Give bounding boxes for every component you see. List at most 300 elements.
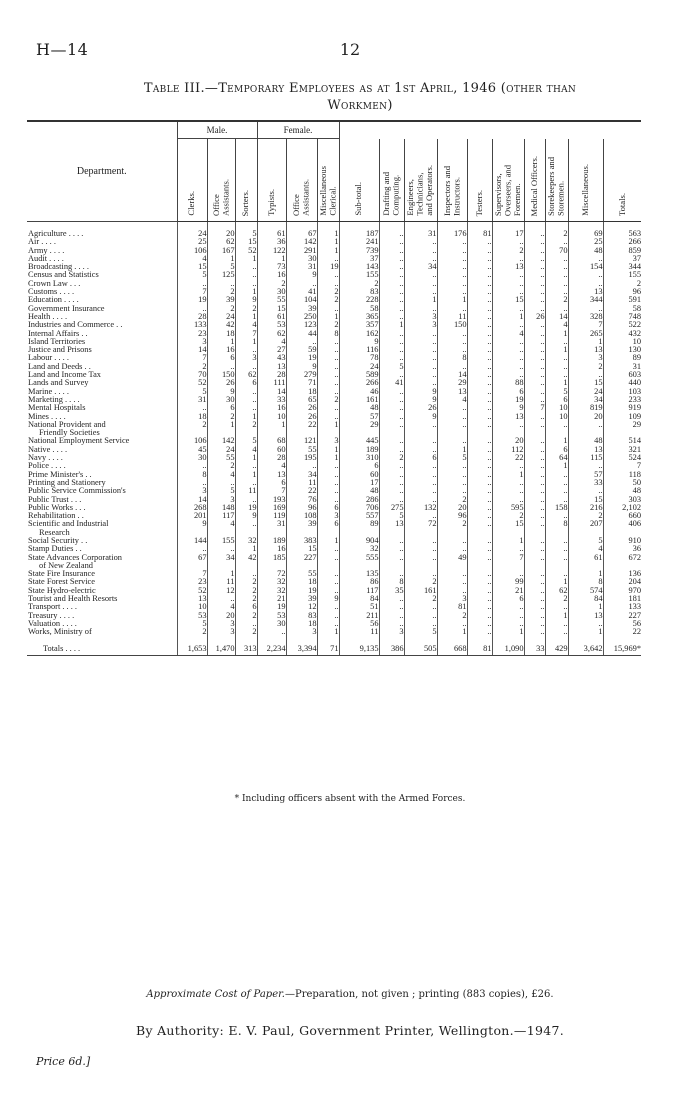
column-header-label: Miscellaneous.	[579, 164, 590, 216]
table-cell: 1	[257, 421, 286, 429]
table-cell: 169	[257, 504, 286, 512]
table-cell: 2	[317, 288, 339, 296]
table-cell: ..	[379, 496, 404, 504]
table-cell	[492, 562, 524, 570]
table-cell: 122	[257, 247, 286, 255]
table-cell: 16	[257, 404, 286, 412]
table-cell: 1	[235, 471, 257, 479]
department-name: National Employment Service	[28, 437, 130, 446]
table-cell: 2	[235, 595, 257, 603]
table-cell: 10	[177, 603, 207, 611]
table-cell: 2	[235, 305, 257, 313]
department-name: of New Zealand	[39, 561, 93, 570]
table-cell: 18	[286, 620, 317, 628]
department-name: Research	[39, 528, 70, 537]
table-row	[27, 313, 641, 321]
table-row	[27, 595, 641, 603]
table-cell: 30	[257, 620, 286, 628]
table-cell: ..	[235, 620, 257, 628]
table-cell: 83	[286, 612, 317, 620]
table-cell: ..	[524, 388, 545, 396]
table-cell	[207, 429, 235, 437]
table-cell: 46	[339, 388, 379, 396]
table-cell: ..	[437, 346, 467, 354]
table-cell: 24	[568, 388, 603, 396]
table-cell: 7	[177, 354, 207, 362]
table-cell: 1	[257, 255, 286, 263]
table-cell: ..	[545, 421, 568, 429]
cost-note	[0, 989, 700, 1000]
table-cell: ..	[437, 363, 467, 371]
column-header-label: Storekeepers and Storemen.	[546, 157, 566, 216]
table-cell: ..	[467, 537, 492, 545]
table-cell: ..	[235, 346, 257, 354]
table-cell: 30	[257, 288, 286, 296]
table-cell: ..	[524, 280, 545, 288]
table-cell	[404, 529, 437, 537]
table-cell: 59	[286, 346, 317, 354]
table-cell: 32	[339, 545, 379, 553]
table-cell: 39	[207, 296, 235, 304]
table-cell: 119	[257, 512, 286, 520]
table-cell: ..	[437, 471, 467, 479]
column-header	[339, 139, 379, 222]
table-cell: ..	[524, 255, 545, 263]
table-cell: ..	[379, 537, 404, 545]
table-cell: 970	[603, 587, 641, 595]
table-cell: ..	[379, 305, 404, 313]
table-cell: 62	[257, 330, 286, 338]
table-cell: ..	[524, 354, 545, 362]
totals-cell: 9,135	[339, 637, 379, 656]
table-cell: 207	[568, 520, 603, 528]
table-cell: 13	[492, 413, 524, 421]
table-cell: ..	[524, 346, 545, 354]
table-cell: 904	[339, 537, 379, 545]
table-cell: 344	[568, 296, 603, 304]
table-cell: 78	[339, 354, 379, 362]
table-cell: 61	[568, 554, 603, 562]
table-cell: 2	[404, 595, 437, 603]
table-cell: ..	[568, 421, 603, 429]
table-cell: 193	[257, 496, 286, 504]
table-row	[27, 371, 641, 379]
table-cell: ..	[524, 595, 545, 603]
table-cell: ..	[467, 296, 492, 304]
table-cell: 211	[339, 612, 379, 620]
table-row	[27, 471, 641, 479]
table-row	[27, 462, 641, 470]
table-cell: ..	[545, 271, 568, 279]
table-cell: ..	[379, 471, 404, 479]
department-name: Crown Law . . .	[28, 279, 81, 288]
table-cell	[437, 429, 467, 437]
table-cell: 2	[545, 296, 568, 304]
department-name: Census and Statistics	[28, 271, 99, 280]
table-cell: 2	[545, 222, 568, 239]
table-cell: 2	[568, 512, 603, 520]
table-cell	[207, 529, 235, 537]
table-cell: ..	[404, 437, 437, 445]
table-cell: 2	[235, 628, 257, 636]
department-name: Land and Deeds . .	[28, 362, 91, 371]
table-cell: ..	[437, 578, 467, 586]
table-cell: ..	[437, 305, 467, 313]
table-row	[27, 504, 641, 512]
table-cell: 155	[207, 537, 235, 545]
table-cell: 660	[603, 512, 641, 520]
table-cell: 115	[568, 454, 603, 462]
table-cell: 9	[404, 388, 437, 396]
table-cell: 204	[603, 578, 641, 586]
table-cell: ..	[492, 612, 524, 620]
table-cell: 37	[603, 255, 641, 263]
table-cell: 55	[207, 454, 235, 462]
table-cell: 406	[603, 520, 641, 528]
table-cell: 60	[339, 471, 379, 479]
table-cell: 2	[339, 280, 379, 288]
table-cell: ..	[437, 330, 467, 338]
column-header	[177, 139, 207, 222]
column-header-label: Drafting and Computing.	[381, 172, 401, 216]
table-cell: 17	[492, 222, 524, 239]
table-cell	[177, 529, 207, 537]
table-cell: ..	[545, 238, 568, 246]
table-cell: ..	[379, 479, 404, 487]
table-cell: ..	[524, 263, 545, 271]
table-cell: 432	[603, 330, 641, 338]
department-header: Department.	[27, 121, 177, 222]
table-cell: ..	[467, 247, 492, 255]
table-cell: ..	[492, 462, 524, 470]
column-header-label: Clerks.	[186, 191, 197, 216]
table-cell: ..	[524, 578, 545, 586]
table-cell	[568, 562, 603, 570]
table-cell: 5	[207, 487, 235, 495]
column-header-label: Testers.	[473, 189, 484, 216]
table-cell: 3	[207, 496, 235, 504]
table-cell: 58	[603, 305, 641, 313]
table-cell: ..	[545, 554, 568, 562]
table-cell: ..	[524, 238, 545, 246]
table-cell: 241	[339, 238, 379, 246]
table-cell: 1	[317, 537, 339, 545]
table-cell: ..	[379, 330, 404, 338]
table-cell: 61	[257, 313, 286, 321]
table-cell	[339, 562, 379, 570]
table-cell: 11	[286, 479, 317, 487]
table-row	[27, 363, 641, 371]
table-cell: 41	[286, 288, 317, 296]
table-cell: ..	[492, 620, 524, 628]
table-cell: ..	[177, 305, 207, 313]
table-cell: 819	[568, 404, 603, 412]
totals-cell: 71	[317, 637, 339, 656]
table-cell: 26	[207, 379, 235, 387]
table-cell: 9	[286, 363, 317, 371]
table-cell: 6	[492, 388, 524, 396]
table-cell: 2	[207, 462, 235, 470]
table-cell: ..	[437, 413, 467, 421]
table-cell: 7	[177, 570, 207, 578]
table-cell: 2	[437, 520, 467, 528]
table-cell: 176	[437, 222, 467, 239]
table-cell: 11	[207, 578, 235, 586]
department-name: Education . . . .	[28, 296, 79, 305]
table-cell: 189	[257, 537, 286, 545]
table-cell: 41	[379, 379, 404, 387]
department-name: Scientific and Industrial	[28, 520, 109, 529]
table-cell: ..	[492, 346, 524, 354]
table-row	[27, 255, 641, 263]
table-cell: 5	[177, 620, 207, 628]
table-cell: 42	[235, 554, 257, 562]
table-cell: ..	[524, 321, 545, 329]
table-cell: 4	[257, 462, 286, 470]
table-cell: ..	[545, 620, 568, 628]
table-cell: 13	[379, 520, 404, 528]
department-name: Customs . . . .	[28, 288, 75, 297]
table-cell: 28	[177, 313, 207, 321]
table-cell: ..	[467, 338, 492, 346]
table-cell: ..	[379, 346, 404, 354]
table-cell: ..	[524, 504, 545, 512]
table-row	[27, 413, 641, 421]
table-cell: ..	[467, 255, 492, 263]
table-cell: 1	[317, 446, 339, 454]
department-name: Navy . . . .	[28, 454, 63, 463]
column-header	[404, 139, 437, 222]
table-cell: 12	[286, 603, 317, 611]
table-cell: 155	[339, 271, 379, 279]
table-cell	[467, 429, 492, 437]
table-cell: ..	[437, 487, 467, 495]
table-cell: ..	[437, 238, 467, 246]
totals-cell: 33	[524, 637, 545, 656]
table-cell: 195	[286, 454, 317, 462]
table-cell: 4	[545, 321, 568, 329]
table-cell: 1	[545, 462, 568, 470]
department-name: Stamp Duties . .	[28, 545, 82, 554]
table-cell	[257, 429, 286, 437]
table-cell: 62	[207, 238, 235, 246]
totals-cell: 3,394	[286, 637, 317, 656]
table-cell: 96	[286, 504, 317, 512]
table-row	[27, 603, 641, 611]
table-cell: ..	[404, 288, 437, 296]
table-row	[27, 247, 641, 255]
table-cell: ..	[317, 305, 339, 313]
totals-row	[27, 637, 641, 656]
table-cell: 62	[235, 371, 257, 379]
table-cell: 2	[207, 413, 235, 421]
department-name: Marketing . . . .	[28, 395, 80, 404]
table-cell: 52	[235, 247, 257, 255]
table-cell: 89	[603, 354, 641, 362]
table-cell: ..	[467, 545, 492, 553]
table-cell: 15	[286, 545, 317, 553]
table-cell	[568, 429, 603, 437]
table-cell: 286	[339, 496, 379, 504]
table-cell: ..	[437, 620, 467, 628]
table-cell: 30	[207, 396, 235, 404]
table-cell: 44	[286, 330, 317, 338]
table-cell: 36	[257, 238, 286, 246]
table-cell: 1	[568, 603, 603, 611]
table-cell: 15	[492, 296, 524, 304]
table-cell: ..	[404, 371, 437, 379]
table-cell: 5	[235, 437, 257, 445]
table-cell: ..	[404, 421, 437, 429]
column-header-label: Office Assistants.	[210, 178, 230, 216]
table-row	[27, 620, 641, 628]
table-cell	[317, 529, 339, 537]
table-cell: 6	[317, 520, 339, 528]
department-name: Public Works . . .	[28, 503, 86, 512]
table-cell: ..	[379, 462, 404, 470]
department-name: Land and Income Tax	[28, 371, 101, 380]
table-cell: ..	[437, 462, 467, 470]
table-cell: 22	[286, 487, 317, 495]
table-cell: 143	[339, 263, 379, 271]
table-cell	[257, 529, 286, 537]
table-cell: 13	[177, 595, 207, 603]
column-header-label: Totals.	[616, 192, 627, 216]
table-row	[27, 479, 641, 487]
table-cell: ..	[437, 271, 467, 279]
table-cell: 2	[177, 628, 207, 636]
table-cell: ..	[317, 587, 339, 595]
table-cell: 1	[568, 570, 603, 578]
table-cell: ..	[492, 603, 524, 611]
table-cell: 6	[492, 595, 524, 603]
table-cell: 56	[603, 620, 641, 628]
table-cell: ..	[524, 288, 545, 296]
table-row	[27, 388, 641, 396]
table-row	[27, 354, 641, 362]
table-cell: ..	[404, 487, 437, 495]
table-cell: 62	[545, 587, 568, 595]
table-row	[27, 263, 641, 271]
table-cell: ..	[317, 255, 339, 263]
table-cell: ..	[467, 437, 492, 445]
table-cell: ..	[492, 255, 524, 263]
table-cell: ..	[467, 313, 492, 321]
table-cell: ..	[524, 413, 545, 421]
table-cell: 61	[257, 222, 286, 239]
table-cell: 53	[177, 612, 207, 620]
table-cell: 29	[603, 421, 641, 429]
table-cell: 9	[235, 296, 257, 304]
table-cell: ..	[467, 587, 492, 595]
table-cell: ..	[235, 263, 257, 271]
table-cell: 16	[207, 346, 235, 354]
table-cell: ..	[317, 346, 339, 354]
table-cell: ..	[379, 404, 404, 412]
table-cell: ..	[467, 612, 492, 620]
table-cell: ..	[317, 578, 339, 586]
table-cell: 5	[404, 628, 437, 636]
table-cell: ..	[379, 413, 404, 421]
table-cell: ..	[492, 371, 524, 379]
table-cell	[467, 562, 492, 570]
table-cell: 13	[568, 446, 603, 454]
table-cell: 357	[339, 321, 379, 329]
table-row	[27, 379, 641, 387]
table-cell: ..	[524, 437, 545, 445]
table-cell: 52	[177, 587, 207, 595]
table-cell	[568, 529, 603, 537]
table-cell: 1	[404, 296, 437, 304]
table-cell	[603, 529, 641, 537]
table-cell: 5	[437, 454, 467, 462]
table-cell	[286, 529, 317, 537]
table-cell: 158	[545, 504, 568, 512]
table-cell: ..	[379, 271, 404, 279]
table-cell: ..	[437, 247, 467, 255]
table-cell: ..	[524, 371, 545, 379]
table-cell: 72	[257, 570, 286, 578]
table-row	[27, 570, 641, 578]
table-cell: ..	[492, 363, 524, 371]
table-cell: 104	[286, 296, 317, 304]
table-cell: ..	[404, 512, 437, 520]
totals-cell: 429	[545, 637, 568, 656]
table-cell: ..	[235, 570, 257, 578]
table-cell: 67	[177, 554, 207, 562]
totals-cell: 1,470	[207, 637, 235, 656]
table-cell: 72	[404, 520, 437, 528]
table-cell	[545, 529, 568, 537]
table-cell: ..	[467, 280, 492, 288]
table-cell: ..	[467, 504, 492, 512]
table-cell	[492, 529, 524, 537]
table-cell: 20	[568, 413, 603, 421]
table-cell: 70	[177, 371, 207, 379]
table-row	[27, 496, 641, 504]
column-header-label: Sub-total.	[353, 182, 364, 216]
table-cell: ..	[379, 222, 404, 239]
table-cell: ..	[177, 479, 207, 487]
table-cell: 125	[207, 271, 235, 279]
table-cell: 118	[603, 471, 641, 479]
table-cell: 5	[545, 388, 568, 396]
table-cell: 20	[437, 504, 467, 512]
table-cell: 133	[177, 321, 207, 329]
table-cell: 55	[286, 446, 317, 454]
authority-line: By Authority: E. V. Paul, Government Printer, Wellington.—1947.	[135, 1023, 565, 1038]
table-cell	[603, 562, 641, 570]
table-cell: ..	[467, 520, 492, 528]
table-cell: 19	[177, 296, 207, 304]
table-cell: ..	[545, 512, 568, 520]
table-cell: ..	[437, 421, 467, 429]
table-cell: ..	[379, 313, 404, 321]
table-cell: ..	[317, 603, 339, 611]
table-cell: 4	[235, 321, 257, 329]
table-row	[27, 296, 641, 304]
table-cell: 6	[235, 379, 257, 387]
table-row	[27, 346, 641, 354]
table-cell: ..	[404, 338, 437, 346]
table-cell: 859	[603, 247, 641, 255]
table-cell: 228	[339, 296, 379, 304]
table-cell: 96	[603, 288, 641, 296]
table-cell: 19	[492, 396, 524, 404]
table-cell: 216	[568, 504, 603, 512]
table-cell: 48	[568, 247, 603, 255]
table-cell: 5	[235, 222, 257, 239]
